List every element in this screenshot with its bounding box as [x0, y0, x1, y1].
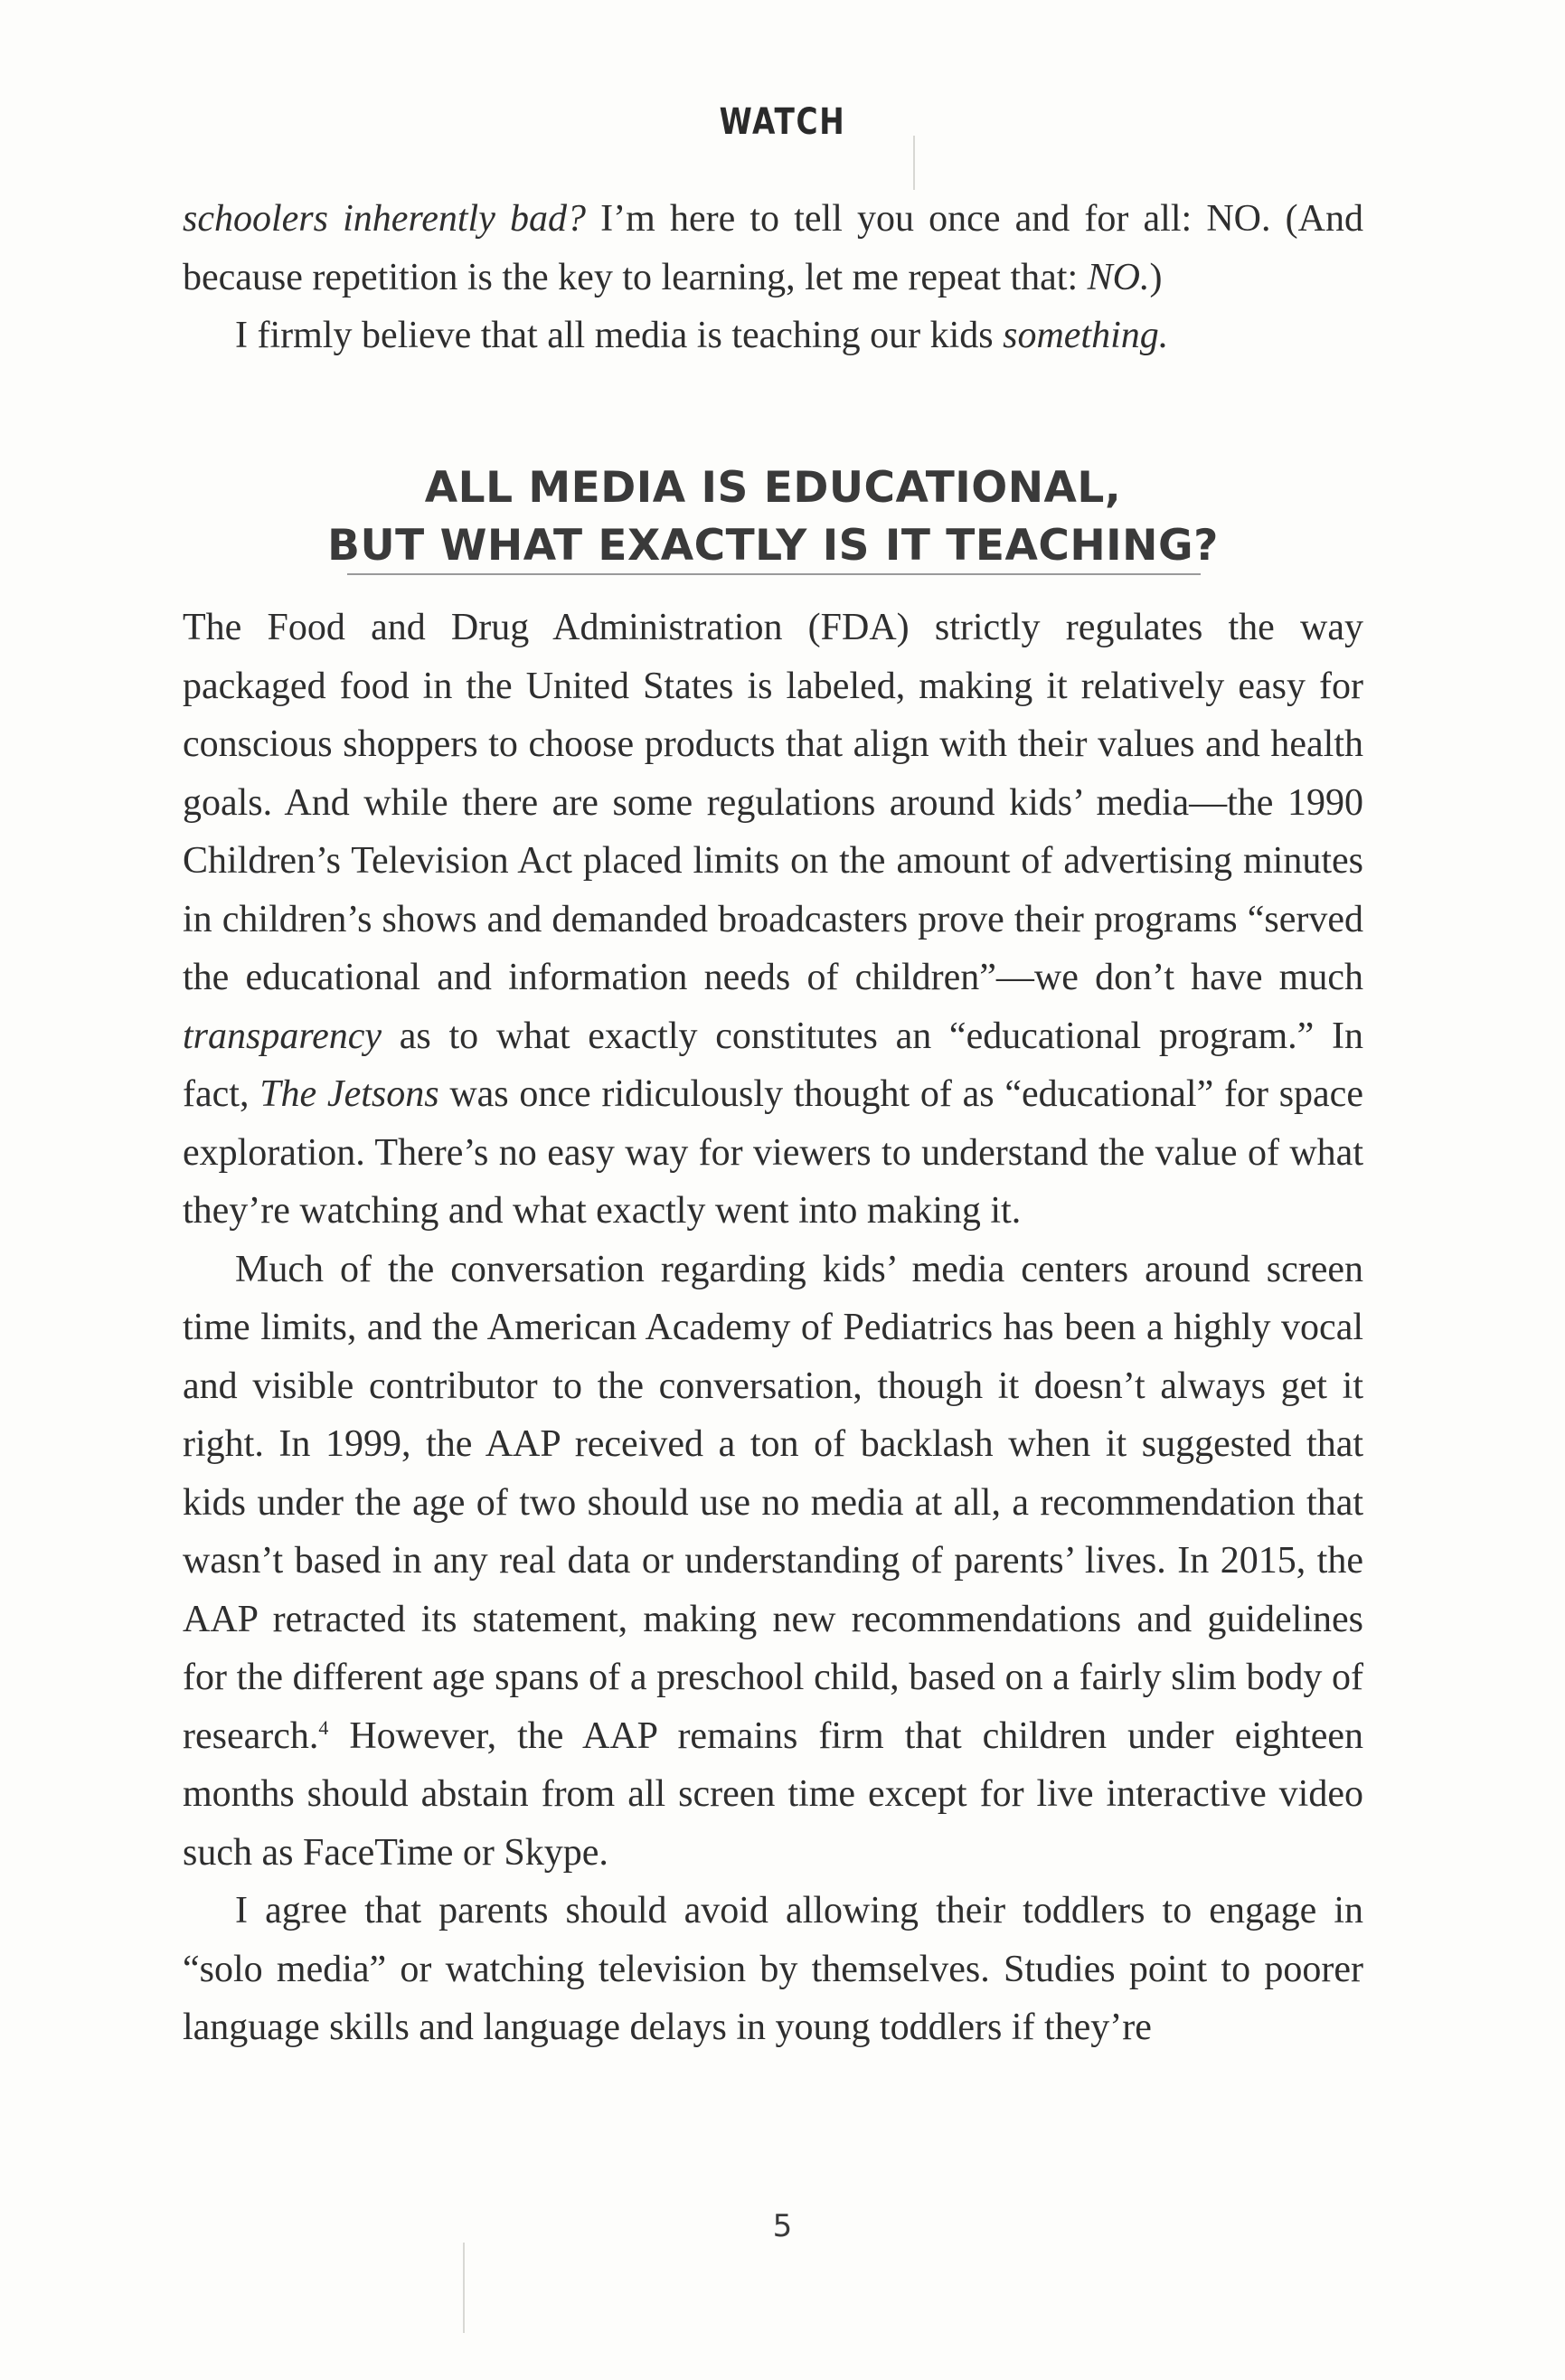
paragraph	[183, 599, 1363, 1241]
text-run: Much of the conversation regarding kids’ media centers around screen time limits, and the American Academy of Pediatrics has been a highly vocal and visible contributor to the conversation, though it doesn’t always get it right. In 1999, the AAP received a ton of backlash when it suggested that kids under the age of two should use no media at all, a recommendation that wasn’t based in any real data or understanding of parents’ lives. In 2015, the AAP retracted its statement, making new recommendations and guidelines for the different age spans of a preschool child, based on a fairly slim body of research.	[183, 1248, 1363, 1757]
paragraph	[183, 1241, 1363, 1883]
italic-text: The Jetsons	[259, 1073, 439, 1115]
text-run: I firmly believe that all media is teaching our kids	[235, 315, 1004, 356]
text-run: as to what exactly constitutes an “educational program.” In fact,	[183, 1015, 1363, 1115]
section-heading-line-1: ALL MEDIA IS EDUCATIONAL,	[424, 463, 1122, 513]
heading-underline	[347, 573, 1201, 575]
text-run: I agree that parents should avoid allowing their toddlers to engage in “solo media” or watching television by themselves. Studies point to poorer language skills and language delays in young toddlers if they’re	[183, 1890, 1363, 2048]
main-text-block	[183, 599, 1363, 2057]
paragraph	[183, 190, 1363, 307]
scan-artifact	[913, 136, 915, 190]
top-text-block	[183, 190, 1363, 365]
italic-text: NO.	[1087, 256, 1150, 298]
text-run: )	[1149, 256, 1163, 298]
page-number: 5	[772, 2208, 793, 2244]
paragraph	[183, 307, 1363, 365]
paragraph	[183, 1882, 1363, 2057]
text-run: However, the AAP remains firm that children under eighteen months should abstain from all screen time except for live interactive video such as FaceTime or Skype.	[183, 1714, 1363, 1874]
scan-artifact	[463, 2243, 465, 2333]
text-run: The Food and Drug Administration (FDA) strictly regulates the way packaged food in the United States is labeled, making it relatively easy for conscious shoppers to choose products that align with their values and health goals. And while there are some regulations around kids’ media—the 1990 Children’s Television Act placed limits on the amount of advertising minutes in children’s shows and demanded broadcasters prove their programs “served the educational and information needs of children”—we don’t have much	[183, 607, 1363, 998]
section-heading-line-2: BUT WHAT EXACTLY IS IT TEACHING?	[327, 521, 1219, 571]
italic-text: transparency	[183, 1015, 382, 1057]
section-heading	[183, 459, 1363, 575]
footnote-marker: 4	[318, 1715, 329, 1739]
text-run: was once ridiculously thought of as “educational” for space exploration. There’s no easy way for viewers to understand the value of what they’re watching and what exactly went into making it.	[183, 1073, 1363, 1232]
text-run: I’m here to tell you once and for all: NO. (And because repetition is the key to learning, let me repeat that:	[183, 198, 1363, 298]
italic-text: something.	[1003, 315, 1169, 356]
running-head: WATCH	[719, 101, 846, 143]
italic-text: schoolers inherently bad?	[183, 198, 587, 240]
